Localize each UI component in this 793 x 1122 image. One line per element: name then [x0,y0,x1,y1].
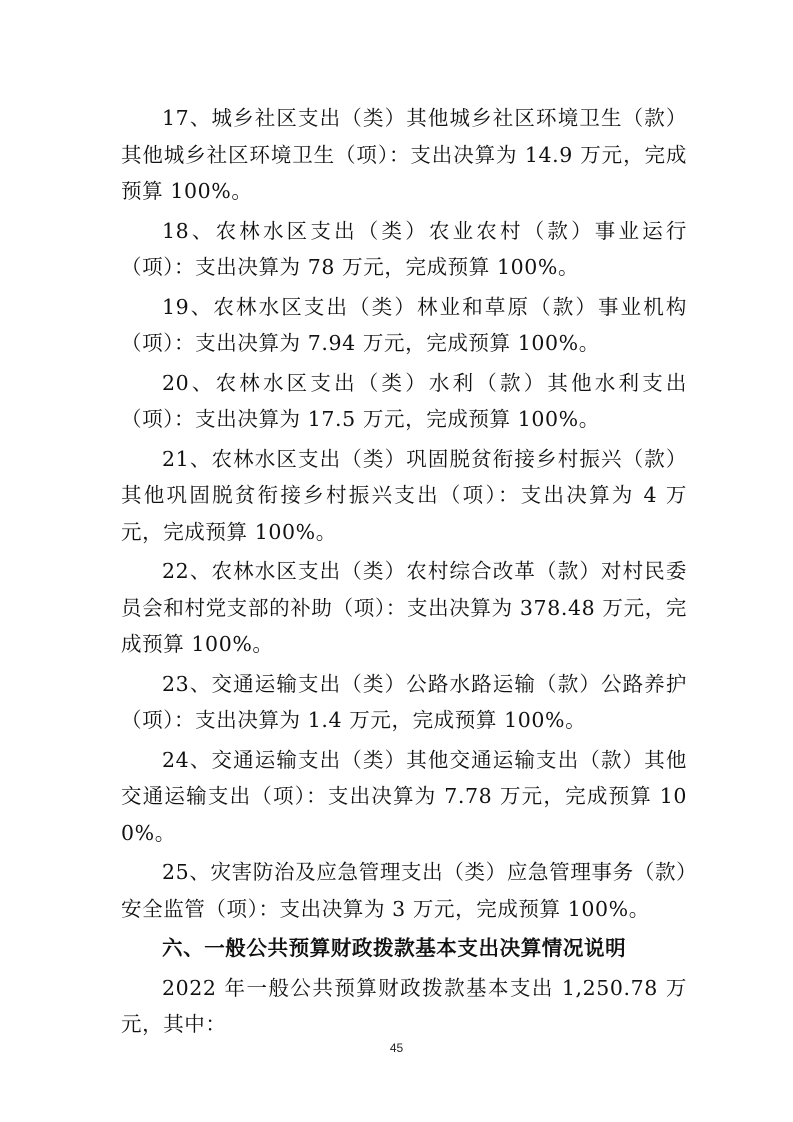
paragraph-item-21: 21、农林水区支出（类）巩固脱贫衔接乡村振兴（款）其他巩固脱贫衔接乡村振兴支出（项）：支出决算为 4 万元，完成预算 100%。 [121,446,687,544]
section-heading: 六、一般公共预算财政拨款基本支出决算情况说明 [162,936,627,960]
paragraph-item-17: 17、城乡社区支出（类）其他城乡社区环境卫生（款）其他城乡社区环境卫生（项）：支出决算为 14.9 万元，完成预算 100%。 [121,106,687,203]
paragraph-item-23: 23、交通运输支出（类）公路水路运输（款）公路养护（项）：支出决算为 1.4 万元，完成预算 100%。 [121,671,687,732]
paragraph-item-18: 18、农林水区支出（类）农业农村（款）事业运行（项）：支出决算为 78 万元，完成预算 100%。 [121,218,687,279]
summary-paragraph: 2022 年一般公共预算财政拨款基本支出 1,250.78 万元，其中： [121,975,687,1036]
paragraph-item-25: 25、灾害防治及应急管理支出（类）应急管理事务（款）安全监管（项）：支出决算为 3 万元，完成预算 100%。 [121,860,687,921]
paragraph-item-24: 24、交通运输支出（类）其他交通运输支出（款）其他交通运输支出（项）：支出决算为 7.78 万元，完成预算 100%。 [121,747,687,845]
document-body [121,100,687,1046]
paragraph-item-20: 20、农林水区支出（类）水利（款）其他水利支出（项）：支出决算为 17.5 万元，完成预算 100%。 [121,370,687,431]
page-number: 45 [389,1041,404,1055]
paragraph-item-19: 19、农林水区支出（类）林业和草原（款）事业机构（项）：支出决算为 7.94 万元，完成预算 100%。 [121,294,687,355]
paragraph-item-22: 22、农林水区支出（类）农村综合改革（款）对村民委员会和村党支部的补助（项）：支出决算为 378.48 万元，完成预算 100%。 [121,559,687,656]
